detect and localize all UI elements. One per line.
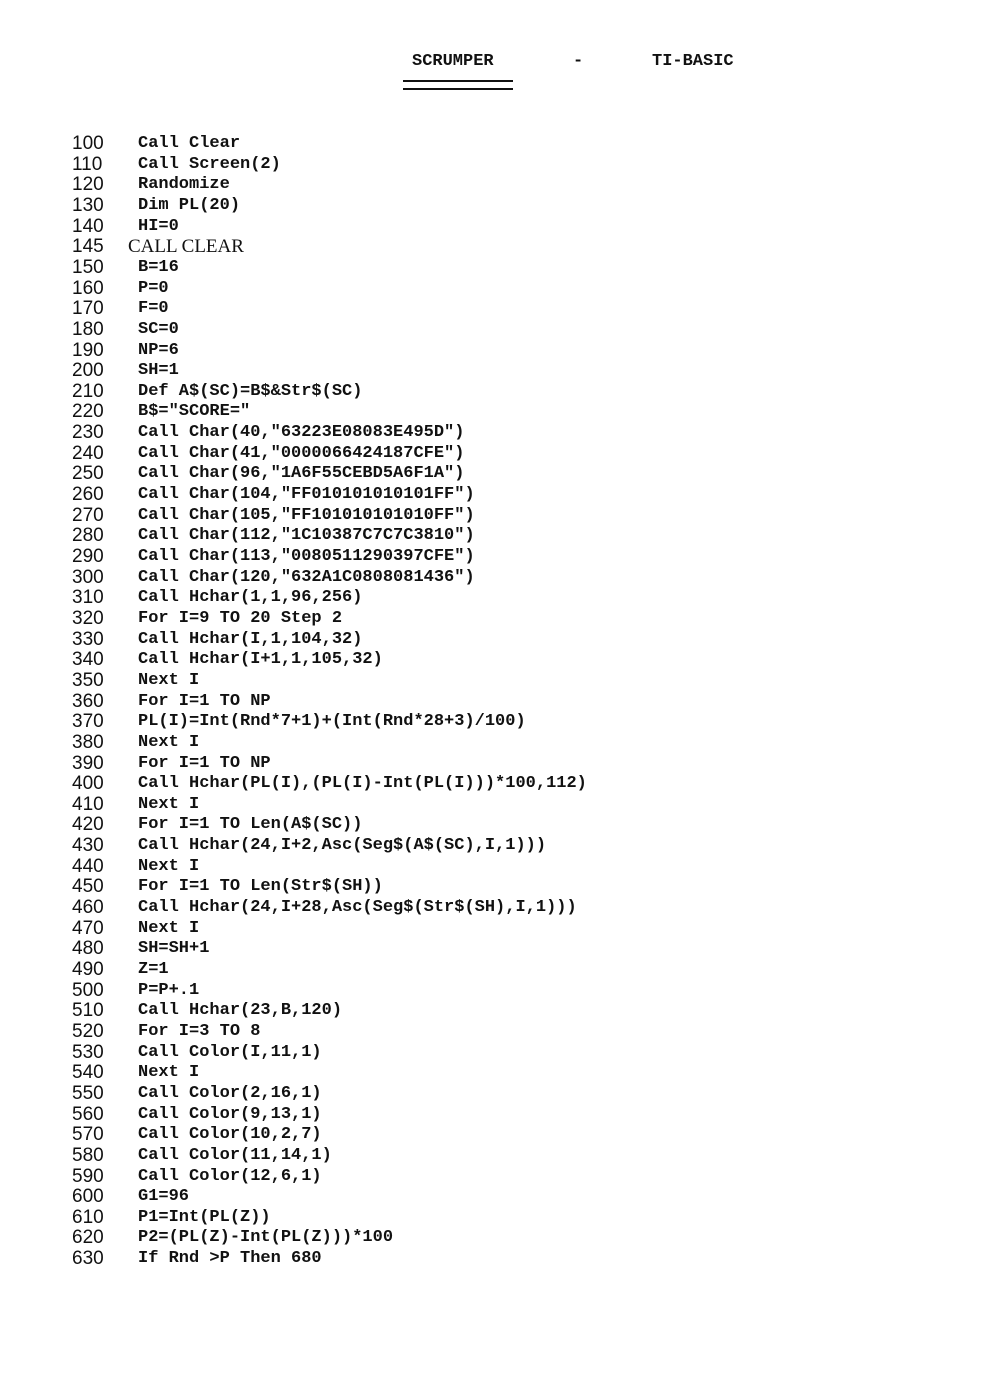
code-line <box>0 341 987 361</box>
code-line <box>0 134 987 154</box>
line-statement: Next I <box>138 670 200 690</box>
line-number: 250 <box>72 463 104 485</box>
line-number: 630 <box>72 1248 104 1270</box>
line-statement: Randomize <box>138 175 230 195</box>
line-statement: For I=3 TO 8 <box>138 1021 261 1041</box>
line-statement: Z=1 <box>138 960 169 979</box>
code-line <box>0 444 987 464</box>
code-line <box>0 196 987 216</box>
code-line <box>0 712 987 732</box>
line-statement: SC=0 <box>138 319 179 339</box>
line-statement: Next I <box>138 918 200 938</box>
code-line <box>0 361 987 381</box>
code-line <box>0 485 987 505</box>
line-statement: Next I <box>138 856 200 876</box>
code-line <box>0 981 987 1001</box>
code-line <box>0 1001 987 1021</box>
code-line <box>0 568 987 588</box>
code-line <box>0 630 987 650</box>
line-number: 260 <box>72 484 104 506</box>
line-statement: B$="SCORE=" <box>138 402 251 422</box>
line-number: 320 <box>72 607 104 629</box>
code-line <box>0 155 987 175</box>
line-statement: Call Color(11,14,1) <box>138 1145 332 1165</box>
code-line <box>0 733 987 753</box>
line-number: 490 <box>72 959 104 980</box>
line-statement: Call Char(112,"1C10387C7C7C3810") <box>138 526 475 546</box>
line-statement: Call Color(12,6,1) <box>138 1166 322 1186</box>
line-number: 530 <box>72 1041 104 1063</box>
code-line <box>0 671 987 691</box>
line-statement: For I=9 TO 20 Step 2 <box>138 608 343 628</box>
code-line <box>0 258 987 278</box>
line-number: 220 <box>72 401 104 423</box>
line-number: 150 <box>72 256 104 278</box>
line-number: 450 <box>72 876 104 898</box>
code-line <box>0 857 987 877</box>
line-statement: Call Char(104,"FF010101010101FF") <box>138 485 475 505</box>
line-statement: For I=1 TO NP <box>138 691 271 711</box>
code-line <box>0 1208 987 1228</box>
line-number: 160 <box>72 277 104 299</box>
code-line <box>0 877 987 897</box>
line-number: 330 <box>72 628 104 650</box>
line-number: 280 <box>72 525 104 547</box>
line-statement: Next I <box>138 794 200 814</box>
line-statement: Call Char(96,"1A6F55CEBD5A6F1A") <box>138 464 465 484</box>
line-number: 520 <box>72 1020 104 1042</box>
line-statement: Call Hchar(I+1,1,105,32) <box>138 650 383 670</box>
line-statement: P=0 <box>138 278 169 298</box>
line-number: 510 <box>72 1000 104 1022</box>
line-number: 100 <box>72 133 104 154</box>
code-line <box>0 423 987 443</box>
line-statement: Call Color(10,2,7) <box>138 1125 322 1145</box>
code-line <box>0 237 987 257</box>
line-number: 120 <box>72 174 104 196</box>
line-statement: Call Char(105,"FF101010101010FF") <box>138 505 475 525</box>
code-line <box>0 464 987 484</box>
line-number: 380 <box>72 731 104 753</box>
line-number: 140 <box>72 215 104 237</box>
line-statement: Call Char(120,"632A1C0808081436") <box>138 567 475 587</box>
line-statement: SH=1 <box>138 361 179 381</box>
code-line <box>0 299 987 319</box>
code-line <box>0 1063 987 1083</box>
code-line <box>0 650 987 670</box>
line-statement: Call Char(41,"0000066424187CFE") <box>138 443 465 463</box>
code-line <box>0 1249 987 1269</box>
code-line <box>0 815 987 835</box>
line-statement: HI=0 <box>138 216 179 236</box>
code-line <box>0 898 987 918</box>
code-line <box>0 1043 987 1063</box>
code-line <box>0 1022 987 1042</box>
code-line <box>0 175 987 195</box>
code-line <box>0 1187 987 1207</box>
line-number: 390 <box>72 752 104 774</box>
code-line <box>0 774 987 794</box>
code-line <box>0 588 987 608</box>
line-number: 290 <box>72 546 104 567</box>
line-statement: Call Screen(2) <box>138 154 281 174</box>
line-number: 145 <box>72 236 104 258</box>
line-statement: P=P+.1 <box>138 980 200 1000</box>
line-statement: Call Hchar(1,1,96,256) <box>138 588 363 608</box>
code-line <box>0 836 987 856</box>
line-statement: PL(I)=Int(Rnd*7+1)+(Int(Rnd*28+3)/100) <box>138 712 526 732</box>
line-number: 580 <box>72 1144 104 1166</box>
line-number: 550 <box>72 1082 104 1104</box>
code-line <box>0 1105 987 1125</box>
code-line <box>0 754 987 774</box>
line-statement: G1=96 <box>138 1187 190 1207</box>
code-line <box>0 526 987 546</box>
line-statement: Call Char(40,"63223E08083E495D") <box>138 423 465 443</box>
line-number: 240 <box>72 442 104 464</box>
line-number: 500 <box>72 979 104 1001</box>
line-statement: Next I <box>138 732 200 752</box>
code-line <box>0 1228 987 1248</box>
line-number: 610 <box>72 1206 104 1228</box>
language-label: TI-BASIC <box>652 52 734 71</box>
line-number: 480 <box>72 938 104 960</box>
code-line <box>0 402 987 422</box>
line-number: 570 <box>72 1124 104 1146</box>
line-statement: Call Color(2,16,1) <box>138 1083 322 1103</box>
code-line <box>0 1125 987 1145</box>
code-line <box>0 795 987 815</box>
program-title: SCRUMPER <box>412 52 494 71</box>
code-line <box>0 279 987 299</box>
line-number: 410 <box>72 793 104 815</box>
page-header <box>0 50 987 90</box>
code-line <box>0 1167 987 1187</box>
code-line <box>0 382 987 402</box>
line-number: 310 <box>72 587 104 609</box>
code-line <box>0 1084 987 1104</box>
line-number: 180 <box>72 318 104 340</box>
line-number: 350 <box>72 669 104 691</box>
line-statement: Next I <box>138 1063 200 1083</box>
code-line <box>0 1146 987 1166</box>
line-number: 560 <box>72 1103 104 1125</box>
line-number: 230 <box>72 422 104 444</box>
line-number: 300 <box>72 566 104 588</box>
line-statement: For I=1 TO NP <box>138 753 271 773</box>
line-number: 590 <box>72 1165 104 1187</box>
line-statement: Call Color(9,13,1) <box>138 1104 322 1124</box>
line-number: 460 <box>72 897 104 919</box>
code-line <box>0 547 987 567</box>
line-statement: Call Hchar(24,I+28,Asc(Seg$(Str$(SH),I,1))) <box>138 898 577 918</box>
line-statement: Dim PL(20) <box>138 195 241 215</box>
line-number: 400 <box>72 773 104 795</box>
line-number: 130 <box>72 194 104 216</box>
line-number: 430 <box>72 835 104 857</box>
line-number: 600 <box>72 1186 104 1208</box>
line-statement: Call Color(I,11,1) <box>138 1042 322 1062</box>
line-number: 190 <box>72 339 104 361</box>
line-statement: SH=SH+1 <box>138 939 210 959</box>
line-statement: For I=1 TO Len(Str$(SH)) <box>138 877 383 897</box>
line-statement: CALL CLEAR <box>128 236 244 258</box>
line-number: 110 <box>72 153 103 175</box>
line-number: 340 <box>72 649 104 671</box>
line-statement: NP=6 <box>138 340 179 360</box>
line-number: 420 <box>72 814 104 836</box>
line-number: 200 <box>72 360 104 382</box>
line-number: 440 <box>72 855 104 877</box>
line-statement: For I=1 TO Len(A$(SC)) <box>138 815 363 835</box>
code-line <box>0 692 987 712</box>
line-number: 270 <box>72 504 104 526</box>
line-statement: Call Hchar(24,I+2,Asc(Seg$(A$(SC),I,1))) <box>138 836 547 856</box>
title-double-underline <box>403 80 513 90</box>
line-statement: Def A$(SC)=B$&Str$(SC) <box>138 381 363 401</box>
line-number: 210 <box>72 380 104 402</box>
line-number: 170 <box>72 298 104 320</box>
code-line <box>0 960 987 980</box>
line-statement: Call Char(113,"0080511290397CFE") <box>138 547 475 566</box>
line-statement: Call Hchar(I,1,104,32) <box>138 629 363 649</box>
line-statement: If Rnd >P Then 680 <box>138 1249 322 1269</box>
code-line <box>0 919 987 939</box>
line-number: 620 <box>72 1227 104 1249</box>
line-number: 370 <box>72 711 104 733</box>
header-separator: - <box>573 52 584 71</box>
code-line <box>0 609 987 629</box>
line-number: 540 <box>72 1062 104 1084</box>
line-number: 470 <box>72 917 104 939</box>
line-statement: Call Hchar(PL(I),(PL(I)-Int(PL(I)))*100,112) <box>138 774 587 794</box>
line-statement: P1=Int(PL(Z)) <box>138 1207 271 1227</box>
code-line <box>0 939 987 959</box>
line-statement: F=0 <box>138 299 169 319</box>
line-statement: Call Clear <box>138 134 241 153</box>
code-line <box>0 506 987 526</box>
line-number: 360 <box>72 690 104 712</box>
line-statement: P2=(PL(Z)-Int(PL(Z)))*100 <box>138 1228 394 1248</box>
code-line <box>0 320 987 340</box>
line-statement: Call Hchar(23,B,120) <box>138 1001 343 1021</box>
code-line <box>0 217 987 237</box>
line-statement: B=16 <box>138 257 179 277</box>
